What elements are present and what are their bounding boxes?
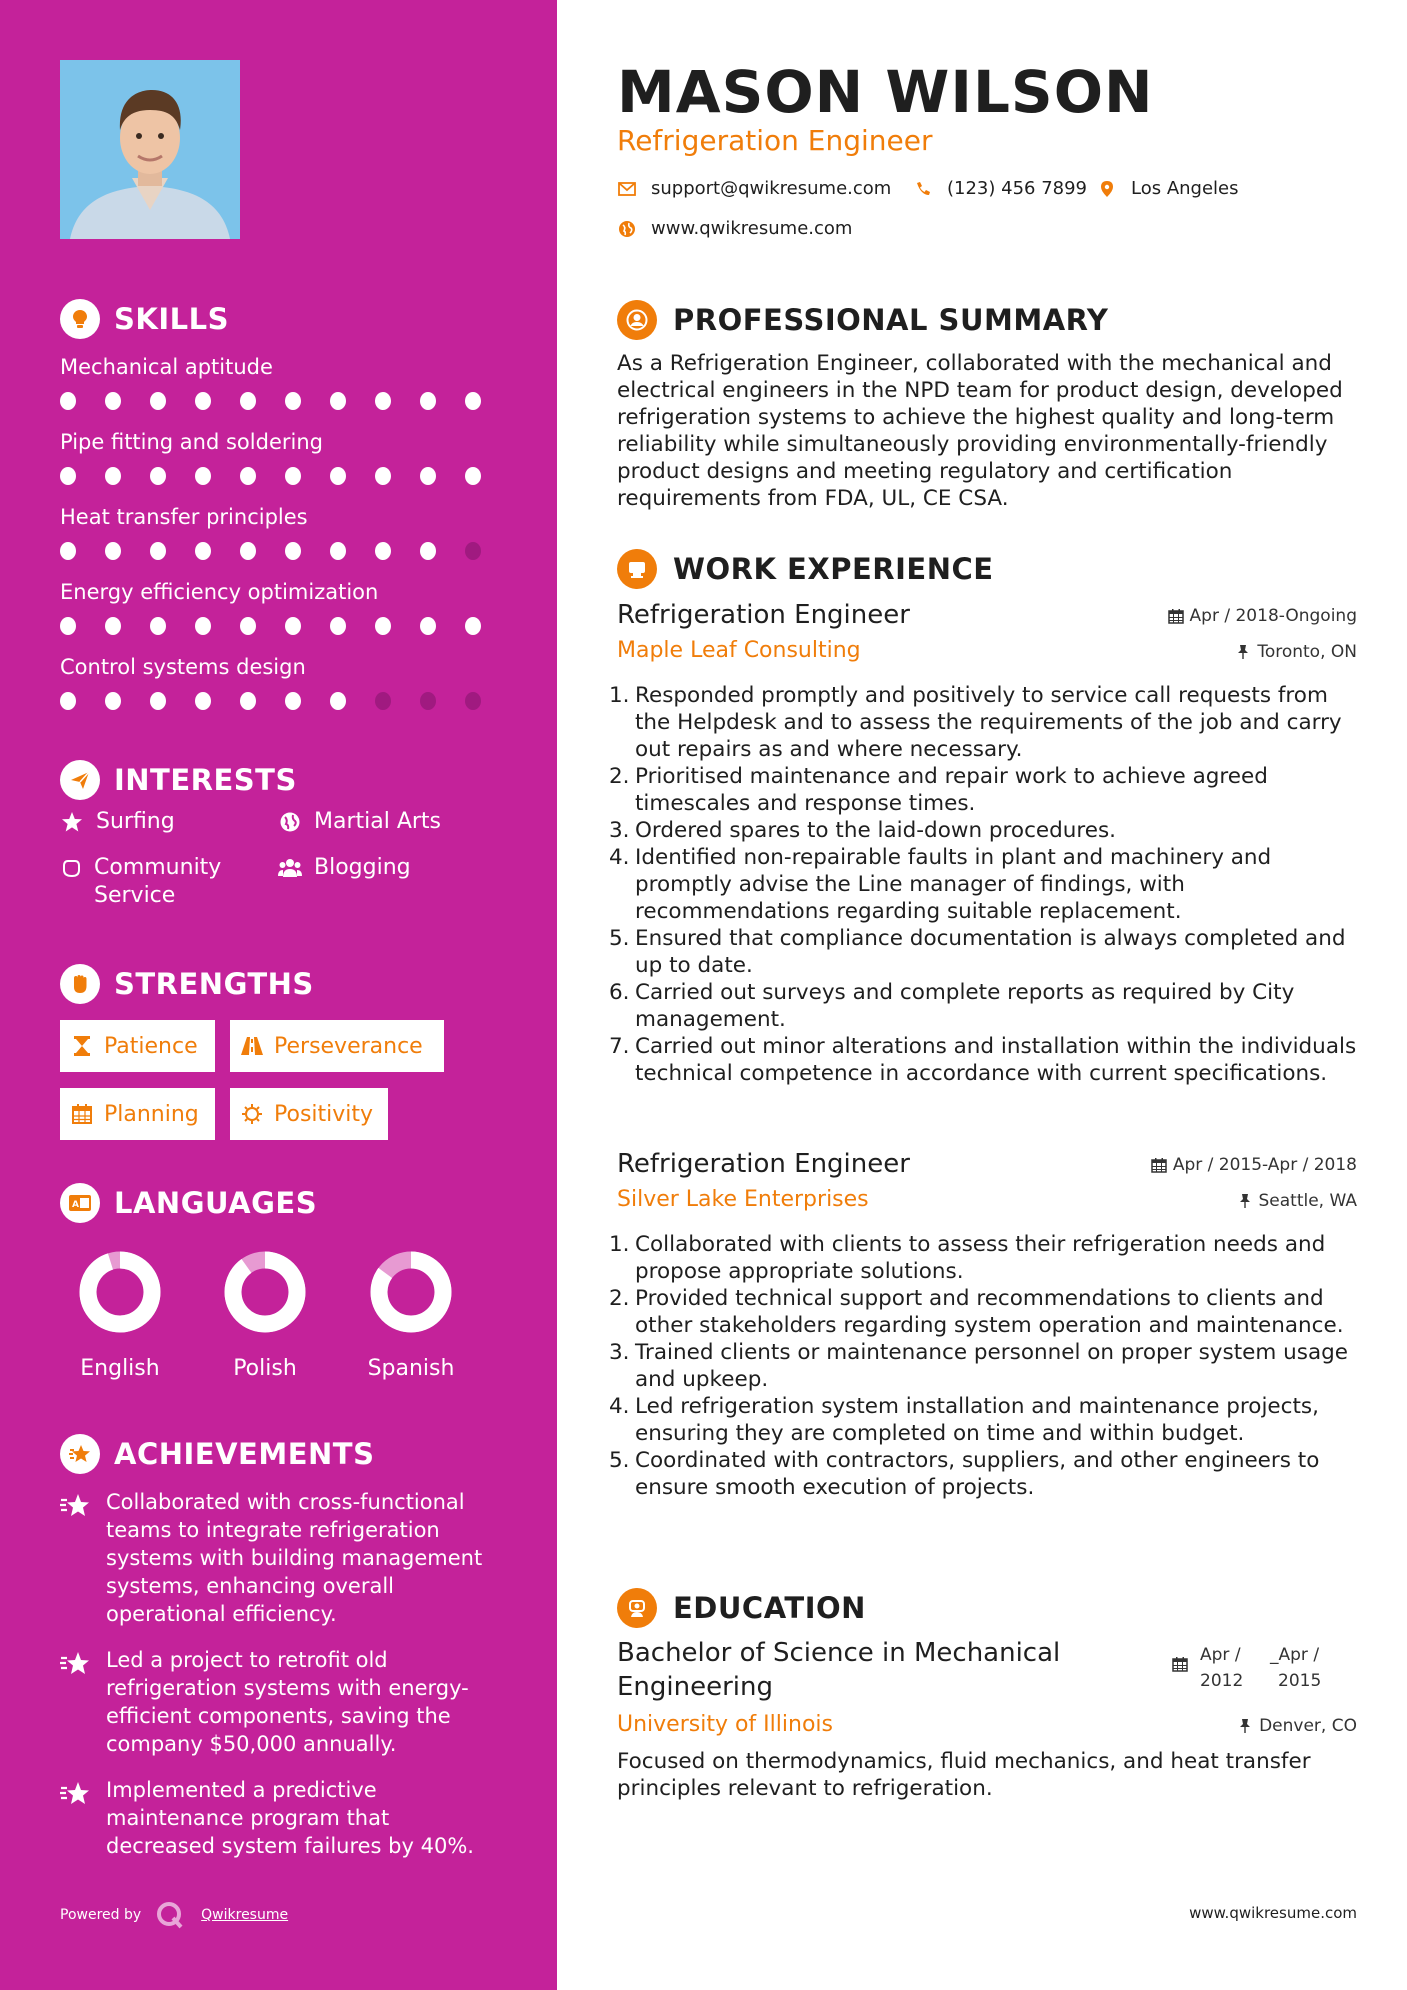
education-location [1237, 1716, 1357, 1736]
strength-label: Perseverance [274, 1033, 423, 1059]
strength-chip [230, 1088, 388, 1140]
skill-name: Control systems design [60, 655, 306, 679]
rating-dot [60, 467, 76, 485]
experience-header [617, 549, 994, 589]
duty-text: Provided technical support and recommendations to clients and other stakeholders regarding system operation and maintenance. [635, 1286, 1344, 1338]
language-level-ring [223, 1250, 307, 1334]
job-company: Maple Leaf Consulting [617, 638, 861, 663]
job-company: Silver Lake Enterprises [617, 1187, 869, 1212]
user-icon [617, 300, 657, 340]
skill-rating [60, 467, 510, 485]
education-header [617, 1588, 866, 1628]
job-entry [609, 600, 1357, 1120]
job-title: Refrigeration Engineer [617, 600, 910, 630]
skills-list [60, 352, 510, 727]
pushpin-icon [1237, 1193, 1253, 1209]
rating-dot [330, 542, 346, 560]
rating-dot [195, 392, 211, 410]
rating-dot [105, 692, 121, 710]
duty-item [609, 844, 1357, 925]
duty-text: Trained clients or maintenance personnel on proper system usage and upkeep. [635, 1340, 1349, 1392]
achievement-text: Led a project to retrofit old refrigeration systems with energy-efficient components, saving the company $50,000 annually. [106, 1648, 469, 1756]
skill-rating [60, 392, 510, 410]
job-duties [609, 682, 1357, 1087]
skill-item [60, 652, 510, 727]
rating-dot [240, 392, 256, 410]
qwikresume-link[interactable]: Qwikresume [201, 1907, 289, 1923]
duty-item [609, 1393, 1357, 1447]
job-location [1235, 642, 1357, 662]
sun-icon [240, 1102, 264, 1126]
interest-item [60, 854, 260, 910]
start-year: 2012 [1200, 1671, 1244, 1691]
rating-dot [240, 542, 256, 560]
rating-dot [285, 392, 301, 410]
job-location [1237, 1191, 1358, 1211]
rating-dot [375, 467, 391, 485]
rating-dot [375, 542, 391, 560]
interests-header [60, 760, 297, 800]
rating-dot [420, 542, 436, 560]
rating-dot [465, 542, 481, 560]
calendar-icon [1168, 608, 1184, 624]
education-description: Focused on thermodynamics, fluid mechanics, and heat transfer principles relevant to refrigeration. [617, 1749, 1311, 1801]
rating-dot [150, 542, 166, 560]
skill-item [60, 352, 510, 427]
rating-dot [195, 692, 211, 710]
job-entry [609, 1149, 1357, 1529]
skill-item [60, 427, 510, 502]
duty-number: 1. [609, 1232, 630, 1257]
skill-name: Mechanical aptitude [60, 355, 273, 379]
star-speed-icon [60, 1490, 92, 1522]
powered-by-label: Powered by [60, 1907, 142, 1923]
degree-title: Bachelor of Science in Mechanical Engineering [617, 1638, 1061, 1702]
duty-text: Identified non-repairable faults in plant and machinery and promptly advise the Line manager of findings, with recommendations regarding suitable replacement. [635, 845, 1272, 924]
calendar-icon [1151, 1157, 1167, 1173]
skill-rating [60, 617, 510, 635]
rating-dot [285, 617, 301, 635]
skill-item [60, 502, 510, 577]
achievement-item [60, 1488, 500, 1628]
star-speed-icon [60, 1648, 92, 1680]
rating-dot [240, 692, 256, 710]
rating-dot [105, 542, 121, 560]
duty-text: Prioritised maintenance and repair work to achieve agreed timescales and response times. [635, 764, 1268, 816]
summary-title: PROFESSIONAL SUMMARY [673, 303, 1109, 337]
skill-name: Energy efficiency optimization [60, 580, 379, 604]
education-title: EDUCATION [673, 1591, 866, 1625]
rating-dot [420, 392, 436, 410]
duty-text: Responded promptly and positively to service call requests from the Helpdesk and to assess the requirements of the job and carry out repairs as and where necessary. [635, 683, 1342, 762]
rating-dot [60, 392, 76, 410]
rating-dot [150, 392, 166, 410]
candidate-name: MASON WILSON [617, 58, 1154, 126]
duty-text: Coordinated with contractors, suppliers, and other engineers to ensure smooth execution of projects. [635, 1448, 1320, 1500]
sidebar [0, 0, 557, 1990]
language-level-ring [78, 1250, 162, 1334]
achievements-title: ACHIEVEMENTS [114, 1437, 375, 1471]
rating-dot [285, 542, 301, 560]
rating-dot [465, 692, 481, 710]
star-icon [60, 810, 84, 834]
rating-dot [375, 692, 391, 710]
email-text: support@qwikresume.com [651, 178, 892, 199]
rating-dot [330, 617, 346, 635]
skills-header [60, 299, 229, 339]
summary-text: As a Refrigeration Engineer, collaborated with the mechanical and electrical engineers in the NPD team for product design, developed refrigeration systems to achieve the highest quality and long-term reliability while simultaneously providing environmentally-friendly product designs and meeting regulatory and certification requirements from FDA, UL, CE CSA. [617, 351, 1343, 511]
interest-item [60, 808, 175, 836]
interest-label: Community Service [94, 855, 222, 908]
candidate-role: Refrigeration Engineer [617, 124, 933, 157]
rating-dot [195, 617, 211, 635]
duty-item [609, 979, 1357, 1033]
profile-photo [60, 60, 240, 239]
language-icon [60, 1183, 100, 1223]
job-title: Refrigeration Engineer [617, 1149, 910, 1179]
contact-location [1097, 178, 1239, 199]
summary-header [617, 300, 1108, 340]
skills-title: SKILLS [114, 302, 229, 336]
rating-dot [60, 692, 76, 710]
rating-dot [60, 542, 76, 560]
strength-chip [60, 1088, 215, 1140]
education-location-text: Denver, CO [1259, 1716, 1357, 1736]
strength-label: Planning [104, 1101, 199, 1127]
interests-title: INTERESTS [114, 763, 297, 797]
phone-icon [913, 179, 933, 199]
road-icon [240, 1034, 264, 1058]
rating-dot [420, 617, 436, 635]
achievement-text: Collaborated with cross-functional teams to integrate refrigeration systems with building management systems, enhancing overall operational efficiency. [106, 1490, 483, 1626]
education-date [1172, 1642, 1340, 1694]
graduate-icon [617, 1588, 657, 1628]
experience-title: WORK EXPERIENCE [673, 552, 994, 586]
duty-text: Carried out minor alterations and installation within the individuals technical competence in accordance with current specifications. [635, 1034, 1357, 1086]
rating-dot [105, 617, 121, 635]
rating-dot [330, 467, 346, 485]
achievement-item [60, 1646, 500, 1758]
duty-number: 4. [609, 1394, 630, 1419]
job-date [1151, 1155, 1357, 1175]
strengths-header [60, 964, 314, 1004]
language-name: Polish [233, 1356, 297, 1381]
rating-dot [60, 617, 76, 635]
duty-item [609, 1033, 1357, 1087]
paper-plane-icon [60, 760, 100, 800]
rating-dot [150, 617, 166, 635]
language-name: English [80, 1356, 160, 1381]
contact-phone[interactable] [913, 178, 1087, 199]
interest-item [278, 854, 411, 882]
skill-rating [60, 542, 510, 560]
start-month: Apr / [1200, 1645, 1241, 1665]
trophy-star-icon [60, 1434, 100, 1474]
rating-dot [420, 692, 436, 710]
phone-text: (123) 456 7899 [947, 178, 1088, 199]
duty-item [609, 682, 1357, 763]
duty-item [609, 1447, 1357, 1501]
achievement-text: Implemented a predictive maintenance program that decreased system failures by 40%. [106, 1778, 474, 1858]
achievements-header [60, 1434, 374, 1474]
job-date-text: Apr / 2018-Ongoing [1189, 606, 1357, 626]
education-start [1200, 1642, 1270, 1694]
location-text: Los Angeles [1131, 178, 1239, 199]
duty-text: Led refrigeration system installation and maintenance projects, ensuring they are completed on time and within budget. [635, 1394, 1319, 1446]
calendar-icon [70, 1102, 94, 1126]
duty-item [609, 1231, 1357, 1285]
education-end [1270, 1642, 1340, 1694]
interest-label: Surfing [96, 809, 175, 834]
job-date-text: Apr / 2015-Apr / 2018 [1172, 1155, 1357, 1175]
duty-item [609, 925, 1357, 979]
duty-text: Collaborated with clients to assess their refrigeration needs and propose appropriate solutions. [635, 1232, 1326, 1284]
contact-website[interactable] [617, 218, 852, 239]
duty-text: Carried out surveys and complete reports as required by City management. [635, 980, 1295, 1032]
job-duties [609, 1231, 1357, 1501]
qwikresume-logo-icon [155, 1900, 185, 1930]
rating-dot [330, 392, 346, 410]
school-name: University of Illinois [617, 1712, 833, 1737]
language-item [351, 1250, 471, 1381]
achievement-item [60, 1776, 500, 1860]
svg-text:A: A [72, 1200, 79, 1210]
job-date [1168, 606, 1357, 626]
duty-number: 6. [609, 980, 630, 1005]
duty-number: 4. [609, 845, 630, 870]
duty-number: 5. [609, 1448, 630, 1473]
globe-icon [278, 810, 302, 834]
strength-label: Positivity [274, 1101, 374, 1127]
powered-by [60, 1900, 288, 1930]
ring-fill [233, 1260, 297, 1324]
footer-website[interactable]: www.qwikresume.com [1189, 1904, 1357, 1922]
achievements-list [60, 1488, 500, 1878]
pushpin-icon [1235, 644, 1251, 660]
language-name: Spanish [367, 1356, 455, 1381]
interest-item [278, 808, 441, 836]
contact-email[interactable] [617, 178, 891, 199]
rating-dot [105, 392, 121, 410]
rating-dot [195, 542, 211, 560]
lightbulb-icon [60, 299, 100, 339]
duty-number: 5. [609, 926, 630, 951]
duty-item [609, 763, 1357, 817]
job-location-text: Seattle, WA [1258, 1191, 1357, 1211]
ring-fill [88, 1260, 152, 1324]
skill-rating [60, 692, 510, 710]
star-speed-icon [60, 1778, 92, 1810]
interest-label: Martial Arts [314, 809, 442, 834]
users-icon [278, 856, 302, 880]
interest-label: Blogging [314, 855, 411, 880]
job-location-text: Toronto, ON [1257, 642, 1357, 662]
rating-dot [240, 467, 256, 485]
website-text: www.qwikresume.com [651, 218, 853, 239]
envelope-icon [617, 179, 637, 199]
duty-number: 2. [609, 764, 630, 789]
globe-icon [617, 219, 637, 239]
rating-dot [150, 692, 166, 710]
rating-dot [105, 467, 121, 485]
duty-item [609, 1285, 1357, 1339]
duty-number: 2. [609, 1286, 630, 1311]
skill-name: Heat transfer principles [60, 505, 308, 529]
rating-dot [420, 467, 436, 485]
rating-dot [465, 467, 481, 485]
skill-name: Pipe fitting and soldering [60, 430, 323, 454]
duty-number: 3. [609, 818, 630, 843]
end-month: _Apr / [1270, 1645, 1320, 1665]
rating-dot [285, 467, 301, 485]
duty-number: 7. [609, 1034, 630, 1059]
strengths-title: STRENGTHS [114, 967, 314, 1001]
duty-text: Ensured that compliance documentation is always completed and up to date. [635, 926, 1346, 978]
duty-item [609, 1339, 1357, 1393]
strength-chip [60, 1020, 215, 1072]
fist-icon [60, 964, 100, 1004]
duty-number: 1. [609, 683, 630, 708]
skill-item [60, 577, 510, 652]
rating-dot [330, 692, 346, 710]
end-year: 2015 [1278, 1671, 1322, 1691]
pushpin-icon [1237, 1718, 1253, 1734]
strength-label: Patience [104, 1033, 198, 1059]
rating-dot [195, 467, 211, 485]
duty-number: 3. [609, 1340, 630, 1365]
languages-title: LANGUAGES [114, 1186, 318, 1220]
languages-header [60, 1183, 317, 1223]
rating-dot [240, 617, 256, 635]
rating-dot [465, 392, 481, 410]
rating-dot [375, 392, 391, 410]
rating-dot [465, 617, 481, 635]
language-item [60, 1250, 180, 1381]
map-pin-icon [1097, 179, 1117, 199]
rating-dot [150, 467, 166, 485]
language-level-ring [369, 1250, 453, 1334]
rating-dot [285, 692, 301, 710]
duty-text: Ordered spares to the laid-down procedures. [635, 818, 1117, 843]
calendar-icon [1172, 1656, 1188, 1672]
briefcase-icon [617, 549, 657, 589]
rating-dot [375, 617, 391, 635]
hourglass-icon [70, 1034, 94, 1058]
strength-chip [230, 1020, 444, 1072]
duty-item [609, 817, 1357, 844]
hand-icon [60, 856, 82, 880]
language-item [205, 1250, 325, 1381]
